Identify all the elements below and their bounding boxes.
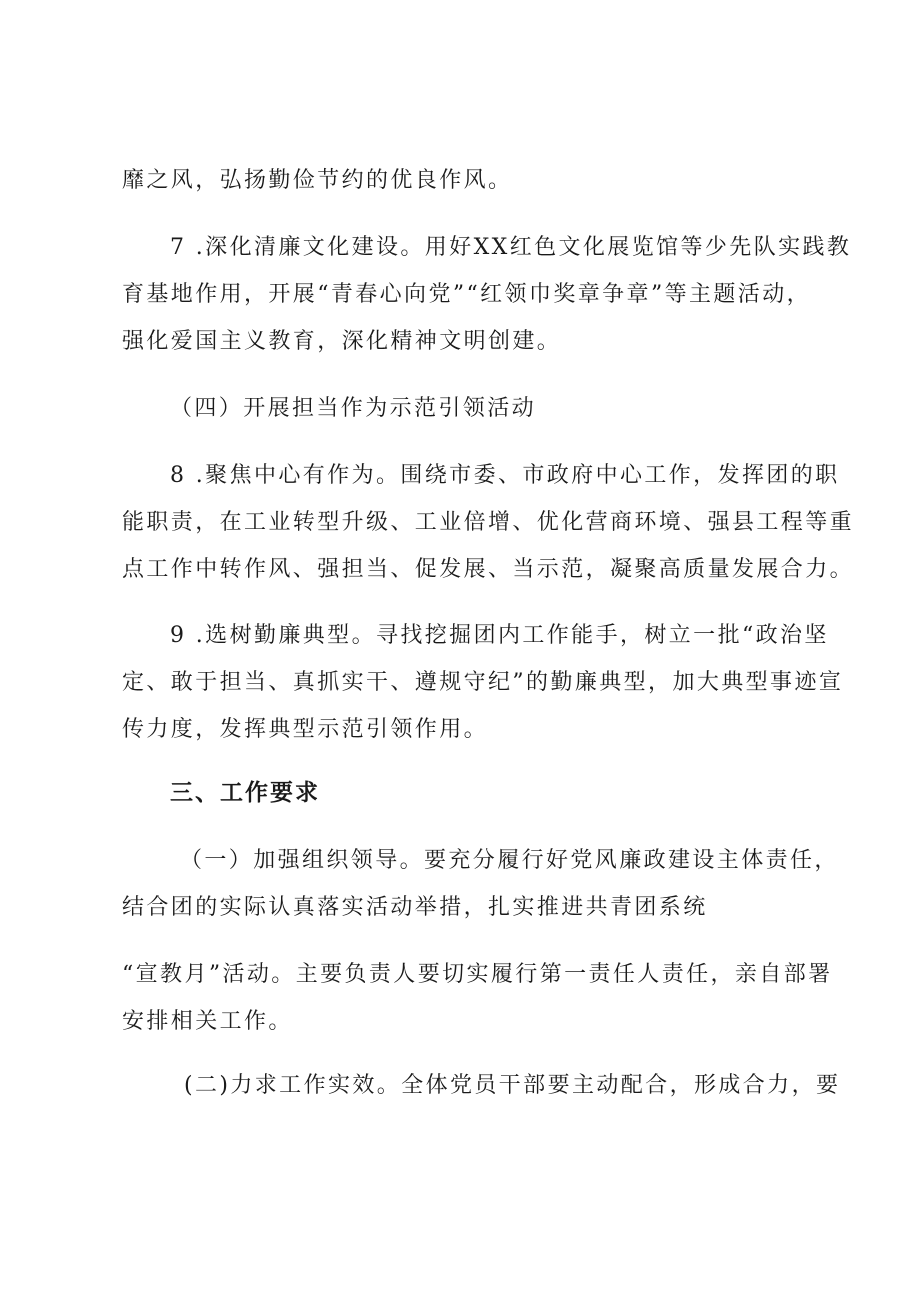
item-9-line-3: 传力度，发挥典型示范引领作用。 — [122, 717, 489, 742]
item-7-line-1: 7 .深化清廉文化建设。用好XX红色文化展览馆等少先队实践教 — [170, 235, 852, 260]
req-2-line-1: (二)力求工作实效。全体党员干部要主动配合，形成合力，要 — [184, 1073, 841, 1098]
item-9-line-2: 定、敢于担当、真抓实干、遵规守纪”的勤廉典型，加大典型事迹宣 — [122, 670, 844, 695]
item-9-line-1: 9 .选树勤廉典型。寻找挖掘团内工作能手，树立一批“政治坚 — [170, 623, 829, 648]
item-8-line-3: 点工作中转作风、强担当、促发展、当示范，凝聚高质量发展合力。 — [122, 557, 855, 582]
section-3-heading: 三、工作要求 — [170, 780, 320, 806]
section-4-heading: （四）开展担当作为示范引领活动 — [170, 396, 537, 421]
req-1-line-2: 结合团的实际认真落实活动举措，扎实推进共青团系统 — [122, 895, 708, 920]
item-8-line-1: 8 .聚焦中心有作为。围绕市委、市政府中心工作，发挥团的职 — [170, 463, 840, 488]
req-1-line-4: 安排相关工作。 — [122, 1009, 293, 1034]
item-8-line-2: 能职责，在工业转型升级、工业倍增、优化营商环境、强县工程等重 — [122, 510, 855, 535]
item-7-line-2: 育基地作用，开展“青春心向党”“红领巾奖章争章”等主题活动， — [122, 282, 811, 307]
text-line-1: 靡之风，弘扬勤俭节约的优良作风。 — [122, 168, 513, 193]
req-1-line-3: “宣教月”活动。主要负责人要切实履行第一责任人责任，亲自部署 — [122, 962, 833, 987]
req-1-line-1: （一）加强组织领导。要充分履行好党风廉政建设主体责任， — [180, 848, 839, 873]
item-7-line-3: 强化爱国主义教育，深化精神文明创建。 — [122, 329, 562, 354]
